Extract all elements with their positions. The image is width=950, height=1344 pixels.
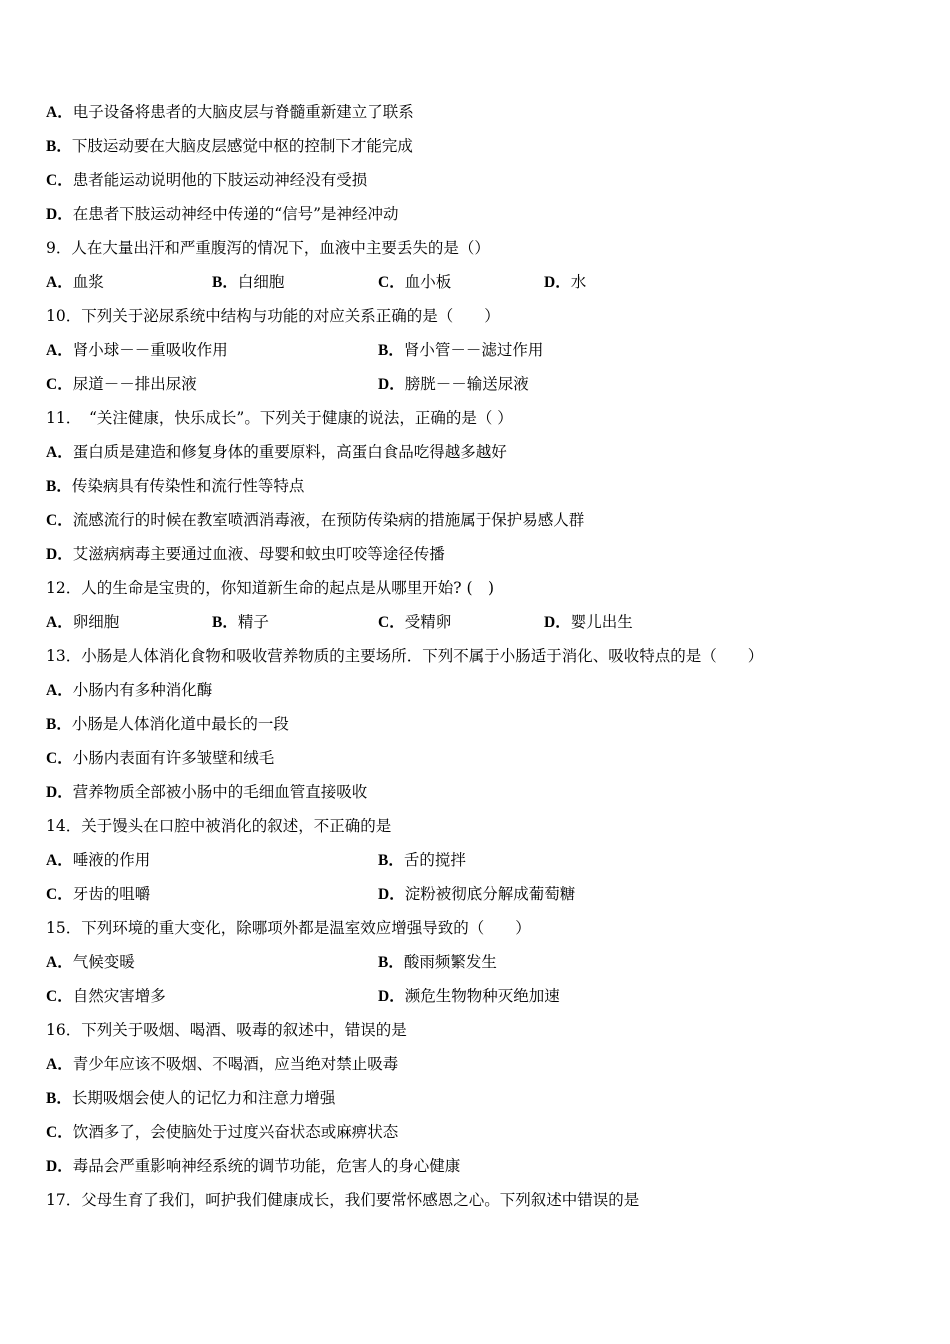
- option-letter: C．: [46, 376, 73, 393]
- option-text: 肾小管－－滤过作用: [403, 341, 544, 359]
- q10-options-row2: [46, 367, 529, 401]
- option-letter: B．: [46, 478, 72, 495]
- option-letter: B．: [212, 614, 238, 631]
- option-text: 肾小球－－重吸收作用: [72, 341, 228, 359]
- q12-option-d: [544, 605, 633, 640]
- q10-options-row1: [46, 333, 543, 367]
- option-letter: A．: [46, 954, 73, 971]
- option-text: 青少年应该不吸烟、不喝酒，应当绝对禁止吸毒: [72, 1055, 399, 1073]
- q13-option-a: [46, 673, 212, 707]
- q9-option-a: [46, 265, 212, 300]
- option-text: 传染病具有传染性和流行性等特点: [71, 477, 305, 495]
- option-letter: D．: [544, 274, 571, 291]
- option-letter: D．: [46, 784, 73, 801]
- q8-option-b: [46, 129, 413, 163]
- option-letter: B．: [46, 138, 72, 155]
- q9-option-b: [212, 265, 378, 300]
- q10-option-b: [378, 333, 543, 368]
- q9-stem: 9．人在大量出汗和严重腹泻的情况下，血液中主要丢失的是（）: [46, 239, 490, 257]
- option-text: 唾液的作用: [72, 851, 151, 869]
- option-text: 小肠内表面有许多皱壁和绒毛: [72, 749, 275, 767]
- option-text: 患者能运动说明他的下肢运动神经没有受损: [72, 171, 368, 189]
- option-letter: C．: [46, 512, 73, 529]
- option-text: 气候变暖: [72, 953, 135, 971]
- option-text: 小肠是人体消化道中最长的一段: [71, 715, 289, 733]
- option-letter: B．: [378, 954, 404, 971]
- option-letter: C．: [46, 750, 73, 767]
- q14-stem: 14．关于馒头在口腔中被消化的叙述，不正确的是: [46, 817, 392, 835]
- option-letter: D．: [46, 1158, 73, 1175]
- q15-option-b: [378, 945, 497, 980]
- q14-option-d: [378, 877, 575, 912]
- q12-stem: 12．人的生命是宝贵的，你知道新生命的起点是从哪里开始? ( ): [46, 579, 495, 597]
- q15-option-c: [46, 979, 378, 1014]
- option-letter: A．: [46, 682, 73, 699]
- option-letter: A．: [46, 104, 73, 121]
- option-letter: D．: [46, 546, 73, 563]
- option-text: 艾滋病病毒主要通过血液、母婴和蚊虫叮咬等途径传播: [72, 545, 445, 563]
- option-letter: B．: [378, 342, 404, 359]
- option-text: 电子设备将患者的大脑皮层与脊髓重新建立了联系: [72, 103, 414, 121]
- q14-option-a: [46, 843, 378, 878]
- option-letter: A．: [46, 342, 73, 359]
- option-text: 婴儿出生: [570, 613, 633, 631]
- option-letter: B．: [212, 274, 238, 291]
- option-letter: B．: [378, 852, 404, 869]
- q13-option-c: [46, 741, 274, 775]
- q11-stem: 11． “关注健康，快乐成长”。下列关于健康的说法，正确的是（ ）: [46, 409, 513, 427]
- q13-option-b: [46, 707, 289, 741]
- option-text: 血小板: [404, 273, 452, 291]
- q8-option-a: [46, 95, 414, 129]
- option-letter: C．: [46, 988, 73, 1005]
- q8-option-c: [46, 163, 367, 197]
- option-text: 水: [570, 273, 587, 291]
- option-text: 血浆: [72, 273, 104, 291]
- q10-option-d: [378, 367, 529, 402]
- option-letter: C．: [378, 274, 405, 291]
- option-text: 营养物质全部被小肠中的毛细血管直接吸收: [72, 783, 368, 801]
- option-text: 受精卵: [404, 613, 452, 631]
- option-letter: B．: [46, 1090, 72, 1107]
- q16-option-b: [46, 1081, 335, 1115]
- option-text: 下肢运动要在大脑皮层感觉中枢的控制下才能完成: [71, 137, 413, 155]
- option-letter: D．: [378, 988, 405, 1005]
- option-letter: C．: [46, 1124, 73, 1141]
- option-text: 尿道－－排出尿液: [72, 375, 197, 393]
- option-letter: C．: [46, 886, 73, 903]
- option-letter: A．: [46, 614, 73, 631]
- q13-option-d: [46, 775, 367, 809]
- option-text: 蛋白质是建造和修复身体的重要原料，高蛋白食品吃得越多越好: [72, 443, 507, 461]
- option-letter: D．: [378, 376, 405, 393]
- q11-option-d: [46, 537, 445, 571]
- q14-options-row2: [46, 877, 575, 911]
- option-text: 小肠内有多种消化酶: [72, 681, 213, 699]
- option-text: 舌的搅拌: [403, 851, 466, 869]
- q15-options-row2: [46, 979, 560, 1013]
- q17-stem: 17．父母生育了我们，呵护我们健康成长，我们要常怀感恩之心。下列叙述中错误的是: [46, 1191, 640, 1209]
- q8-option-d: [46, 197, 399, 231]
- option-text: 酸雨频繁发生: [403, 953, 497, 971]
- q12-option-a: [46, 605, 212, 640]
- q16-option-d: [46, 1149, 460, 1183]
- option-letter: A．: [46, 852, 73, 869]
- q10-stem: 10．下列关于泌尿系统中结构与功能的对应关系正确的是（ ）: [46, 307, 500, 325]
- option-letter: A．: [46, 1056, 73, 1073]
- q15-options-row1: [46, 945, 497, 979]
- q15-option-a: [46, 945, 378, 980]
- option-text: 濒危生物物种灭绝加速: [404, 987, 560, 1005]
- option-letter: C．: [378, 614, 405, 631]
- option-letter: B．: [46, 716, 72, 733]
- option-text: 卵细胞: [72, 613, 120, 631]
- q12-option-b: [212, 605, 378, 640]
- q9-option-d: [544, 265, 586, 300]
- option-letter: D．: [378, 886, 405, 903]
- option-text: 流感流行的时候在教室喷洒消毒液，在预防传染病的措施属于保护易感人群: [72, 511, 585, 529]
- q16-stem: 16．下列关于吸烟、喝酒、吸毒的叙述中，错误的是: [46, 1021, 407, 1039]
- option-letter: A．: [46, 444, 73, 461]
- q10-option-c: [46, 367, 378, 402]
- q16-option-c: [46, 1115, 398, 1149]
- q11-option-b: [46, 469, 304, 503]
- q9-option-c: [378, 265, 544, 300]
- q16-option-a: [46, 1047, 398, 1081]
- option-text: 膀胱－－输送尿液: [404, 375, 529, 393]
- option-letter: D．: [544, 614, 571, 631]
- option-letter: A．: [46, 274, 73, 291]
- option-text: 饮酒多了，会使脑处于过度兴奋状态或麻痹状态: [72, 1123, 399, 1141]
- q14-option-c: [46, 877, 378, 912]
- option-text: 毒品会严重影响神经系统的调节功能，危害人的身心健康: [72, 1157, 461, 1175]
- q10-option-a: [46, 333, 378, 368]
- option-text: 白细胞: [237, 273, 285, 291]
- q11-option-a: [46, 435, 507, 469]
- option-letter: C．: [46, 172, 73, 189]
- q14-options-row1: [46, 843, 466, 877]
- q15-stem: 15．下列环境的重大变化，除哪项外都是温室效应增强导致的（ ）: [46, 919, 531, 937]
- option-text: 淀粉被彻底分解成葡萄糖: [404, 885, 576, 903]
- option-letter: D．: [46, 206, 73, 223]
- q12-option-c: [378, 605, 544, 640]
- option-text: 牙齿的咀嚼: [72, 885, 151, 903]
- q12-options: [46, 605, 633, 639]
- option-text: 在患者下肢运动神经中传递的“信号”是神经冲动: [72, 205, 399, 223]
- q13-stem: 13．小肠是人体消化食物和吸收营养物质的主要场所．下列不属于小肠适于消化、吸收特点的是（ ）: [46, 647, 764, 665]
- q9-options: [46, 265, 586, 299]
- option-text: 精子: [237, 613, 269, 631]
- option-text: 自然灾害增多: [72, 987, 166, 1005]
- option-text: 长期吸烟会使人的记忆力和注意力增强: [71, 1089, 336, 1107]
- q11-option-c: [46, 503, 584, 537]
- q14-option-b: [378, 843, 466, 878]
- q15-option-d: [378, 979, 560, 1014]
